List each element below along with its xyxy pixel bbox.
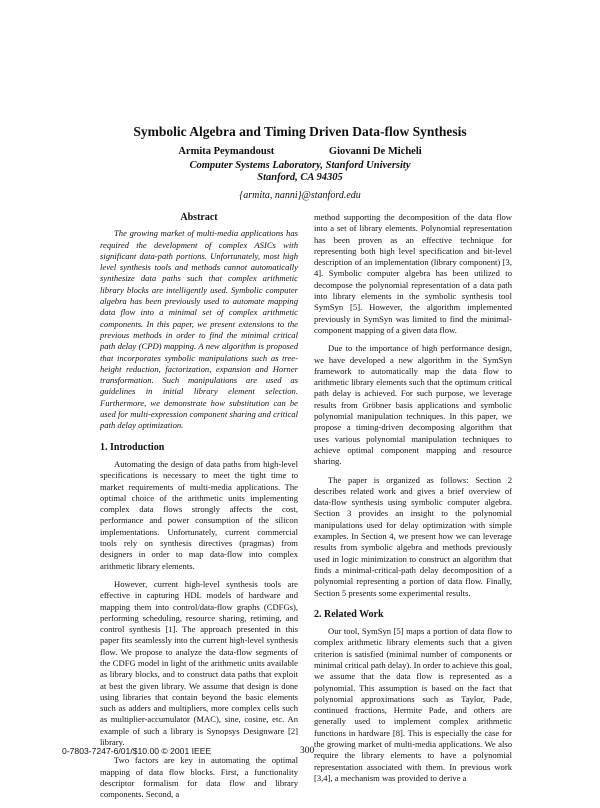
intro-paragraph-5: The paper is organized as follows: Section 2 describes related work and gives a brief overview of data-flow synthesis using symbolic computer algebra. Section 3 provides an insight to the polynomial manipulations used for delay optimization with simple examples. In Section 4, we present how we can leverage results from symbolic algebra and methods previously used in logic minimization to construct an algorithm that finds a minimal-critical-path delay decomposition of a polynomial representing a portion of data flow. Finally, Section 5 presents some experimental results.	[314, 474, 512, 598]
author-list	[0, 146, 600, 157]
paper-title: Symbolic Algebra and Timing Driven Data-flow Synthesis	[133, 124, 467, 139]
copyright-line: 0-7803-7247-6/01/$10.00 © 2001 IEEE	[62, 746, 212, 756]
author-2: Giovanni De Micheli	[328, 146, 422, 157]
related-work-heading: 2. Related Work	[314, 608, 384, 620]
intro-paragraph-1: Automating the design of data paths from high-level specifications is necessary to meet the tight time to market requirements of multi-media applications. The optimal choice of the arithmetic units implementing complex data flows strongly affects the cost, performance and power consumption of the silicon implementations. Unfortunately, current commercial tools rely on synthesis directives (pragmas) from designers in order to map data-flow into complex arithmetic library elements.	[100, 458, 298, 571]
intro-continued-paragraph: method supporting the decomposition of the data flow into a set of library elements. Polynomial representation has been proven as an effective technique for representing both high level specification and bit-level description of an implementation (library component) [3, 4]. Symbolic computer algebra has been utilized to decompose the polynomial representation of a data path into library elements in the symbolic synthesis tool SymSyn [5]. However, the algorithm implemented previously in SymSyn was limited to find the minimal-component mapping of a given data flow.	[314, 212, 512, 335]
author-email: {armita, nanni}@stanford.edu	[239, 190, 361, 201]
author-1: Armita Peymandoust	[178, 146, 275, 157]
left-column	[100, 212, 298, 808]
abstract-heading: Abstract	[180, 212, 218, 223]
intro-paragraph-2: However, current high-level synthesis tools are effective in capturing HDL models of hardware and mapping them into control/data-flow graphs (CDFGs), performing scheduling, resource sharing, retiming, and control synthesis [1]. The approach presented in this paper fits seamlessly into the current high-level synthesis flow. We propose to analyze the data-flow segments of the CDFG model in light of the arithmetic units available as library blocks, and to construct data paths that exploit at best the given library. We assume that design is done using libraries that contain beyond the basic elements such as adders and multipliers, more complex cells such as multiplier-accumulator (MAC), sine, cosine, etc. An example of such a library is Synopsys Designware [2] library.	[100, 578, 298, 748]
abstract-text: The growing market of multi-media applications has required the development of complex ASICs with significant data-path portions. Unfortunately, most high level synthesis tools and methods cannot automatically synthesize data paths such that complex arithmetic library blocks are intelligently used. Symbolic computer algebra has been previously used to automate mapping data flow into a minimal set of complex arithmetic components. In this paper, we present extensions to the previous methods in order to find the minimal critical path delay (CPD) mapping. A new algorithm is proposed that incorporates symbolic manipulations such as tree-height reduction, factorization, expansion and Horner transformation. Such manipulations are used as guidelines in initial library element selection. Furthermore, we demonstrate how substitution can be used for multi-expression component sharing and critical path delay optimization.	[100, 228, 298, 431]
right-column	[314, 212, 512, 791]
paper-header	[0, 124, 600, 201]
affiliation: Computer Systems Laboratory, Stanford University	[189, 160, 411, 171]
intro-heading: 1. Introduction	[100, 441, 165, 453]
intro-paragraph-3: Two factors are key in automating the optimal mapping of data flow blocks. First, a functionality descriptor formalism for data flow and library components. Second, a	[100, 755, 298, 800]
abstract-section	[100, 212, 298, 432]
page-number: 300	[300, 746, 315, 756]
location: Stanford, CA 94305	[257, 172, 343, 183]
related-work-paragraph: Our tool, SymSyn [5] maps a portion of data flow to complex arithmetic library elements such that a given criterion is satisfied (minimal number of components or minimal critical path delay). In order to achieve this goal, we assume that the data flow is represented as a polynomial. This assumption is based on the fact that polynomial approximations such as Taylor, Pade, continued fractions, Hermite Pade, and others are generally used to implement complex arithmetic functions in hardware [8]. This is especially the case for the growing market of multi-media applications. We also require the library elements to have a polynomial representation associated with them. In previous work [3,4], a mechanism was provided to derive a	[314, 626, 512, 783]
intro-paragraph-4: Due to the importance of high performance design, we have developed a new algorithm in the SymSyn framework to automatically map the data flow to arithmetic library elements such that the optimum critical path delay is achieved. For such purpose, we leverage results from Gröbner basis applications and symbolic polynomial manipulation techniques. In this paper, we propose a timing-driven decomposing algorithm that uses various polynomial manipulation techniques to achieve optimal component mapping and resource sharing.	[314, 343, 512, 467]
